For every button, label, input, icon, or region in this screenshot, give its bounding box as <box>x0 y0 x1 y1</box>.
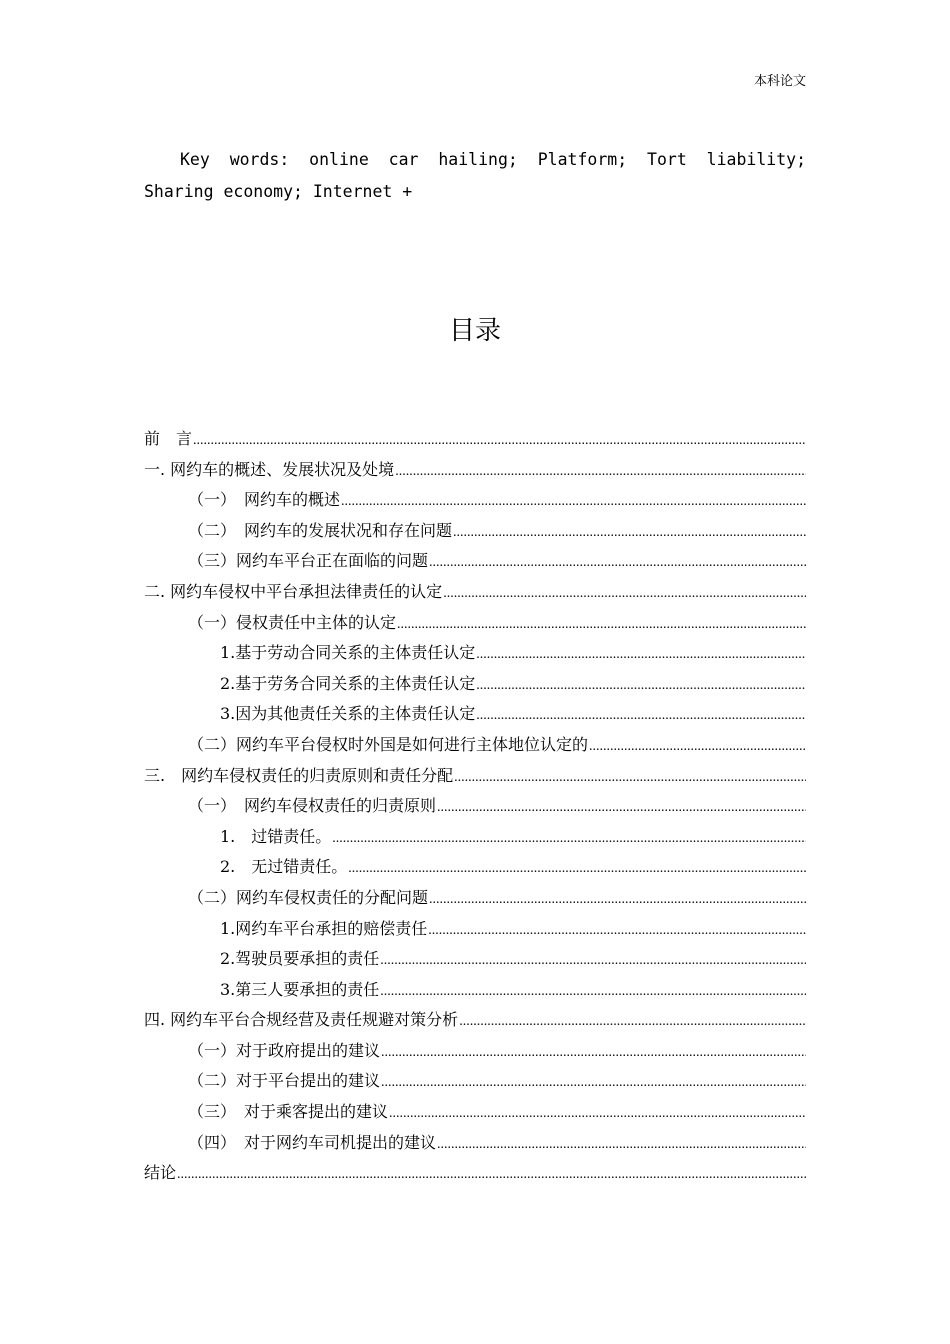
toc-entry-label: （三）网约车平台正在面临的问题 <box>188 551 429 571</box>
toc-dot-leader <box>453 518 806 549</box>
toc-entry[interactable] <box>144 424 806 455</box>
toc-entry[interactable] <box>144 914 806 945</box>
toc-entry[interactable] <box>144 791 806 822</box>
toc-dot-leader <box>380 977 806 1008</box>
toc-entry-label: 结论 <box>144 1163 177 1183</box>
toc-entry-label: （二）对于平台提出的建议 <box>188 1071 381 1091</box>
toc-entry[interactable] <box>144 822 806 853</box>
toc-entry[interactable] <box>144 1158 806 1189</box>
toc-dot-leader <box>193 426 806 457</box>
toc-dot-leader <box>589 732 806 763</box>
toc-dot-leader <box>476 640 806 671</box>
toc-entry[interactable] <box>144 1128 806 1159</box>
toc-entry[interactable] <box>144 975 806 1006</box>
toc-entry[interactable] <box>144 730 806 761</box>
toc-entry-label: 3.因为其他责任关系的主体责任认定 <box>220 704 476 724</box>
toc-title: 目录 <box>448 316 501 346</box>
toc-entry-label: （一）对于政府提出的建议 <box>188 1040 381 1060</box>
toc-entry-label: （二）网约车侵权责任的分配问题 <box>188 887 429 907</box>
toc-dot-leader <box>437 1130 806 1161</box>
toc-entry-label: 一. 网约车的概述、发展状况及处境 <box>144 459 395 479</box>
toc-entry-label: 2.驾驶员要承担的责任 <box>220 949 380 969</box>
toc-dot-leader <box>341 487 806 518</box>
toc-dot-leader <box>429 548 806 579</box>
toc-entry[interactable] <box>144 1066 806 1097</box>
toc-entry-label: 1. 过错责任。 <box>220 826 332 846</box>
toc-entry[interactable] <box>144 699 806 730</box>
table-of-contents <box>144 424 806 1189</box>
toc-entry-label: 1.网约车平台承担的赔偿责任 <box>220 918 428 938</box>
toc-entry[interactable] <box>144 883 806 914</box>
toc-entry-label: （二）网约车平台侵权时外国是如何进行主体地位认定的 <box>188 734 589 754</box>
toc-entry-label: （三） 对于乘客提出的建议 <box>188 1102 389 1122</box>
toc-dot-leader <box>454 763 806 794</box>
toc-entry[interactable] <box>144 1036 806 1067</box>
toc-entry-label: 二. 网约车侵权中平台承担法律责任的认定 <box>144 581 443 601</box>
toc-dot-leader <box>476 671 806 702</box>
toc-dot-leader <box>459 1007 806 1038</box>
keywords-paragraph: Key words: online car hailing; Platform; Tort liability; Sharing economy; Internet + <box>144 150 806 201</box>
toc-dot-leader <box>380 946 806 977</box>
toc-entry[interactable] <box>144 761 806 792</box>
page-header-label: 本科论文 <box>753 74 806 89</box>
toc-entry[interactable] <box>144 516 806 547</box>
toc-entry[interactable] <box>144 1005 806 1036</box>
toc-dot-leader <box>348 854 806 885</box>
toc-dot-leader <box>437 793 806 824</box>
toc-dot-leader <box>443 579 806 610</box>
toc-dot-leader <box>177 1160 806 1191</box>
toc-entry-label: （二） 网约车的发展状况和存在问题 <box>188 520 453 540</box>
toc-entry-label: 三. 网约车侵权责任的归责原则和责任分配 <box>144 765 454 785</box>
toc-entry[interactable] <box>144 608 806 639</box>
toc-entry-label: 2. 无过错责任。 <box>220 857 348 877</box>
toc-entry[interactable] <box>144 577 806 608</box>
toc-entry-label: （一）侵权责任中主体的认定 <box>188 612 397 632</box>
toc-entry-label: 四. 网约车平台合规经营及责任规避对策分析 <box>144 1010 459 1030</box>
toc-entry-label: 3.第三人要承担的责任 <box>220 979 380 999</box>
toc-dot-leader <box>381 1038 806 1069</box>
toc-dot-leader <box>429 885 806 916</box>
toc-dot-leader <box>381 1068 806 1099</box>
toc-entry[interactable] <box>144 944 806 975</box>
toc-dot-leader <box>389 1099 806 1130</box>
toc-entry[interactable] <box>144 1097 806 1128</box>
toc-dot-leader <box>476 701 806 732</box>
toc-entry-label: （四） 对于网约车司机提出的建议 <box>188 1132 437 1152</box>
toc-dot-leader <box>395 457 806 488</box>
toc-entry[interactable] <box>144 546 806 577</box>
toc-dot-leader <box>397 610 806 641</box>
toc-entry[interactable] <box>144 485 806 516</box>
toc-dot-leader <box>332 824 806 855</box>
toc-entry-label: 1.基于劳动合同关系的主体责任认定 <box>220 643 476 663</box>
toc-entry-label: （一） 网约车的概述 <box>188 490 341 510</box>
toc-entry-label: 2.基于劳务合同关系的主体责任认定 <box>220 673 476 693</box>
toc-entry[interactable] <box>144 852 806 883</box>
toc-entry-label: （一） 网约车侵权责任的归责原则 <box>188 796 437 816</box>
toc-entry[interactable] <box>144 638 806 669</box>
toc-entry-label: 前 言 <box>144 429 193 448</box>
toc-entry[interactable] <box>144 669 806 700</box>
toc-entry[interactable] <box>144 455 806 486</box>
toc-dot-leader <box>428 916 806 947</box>
